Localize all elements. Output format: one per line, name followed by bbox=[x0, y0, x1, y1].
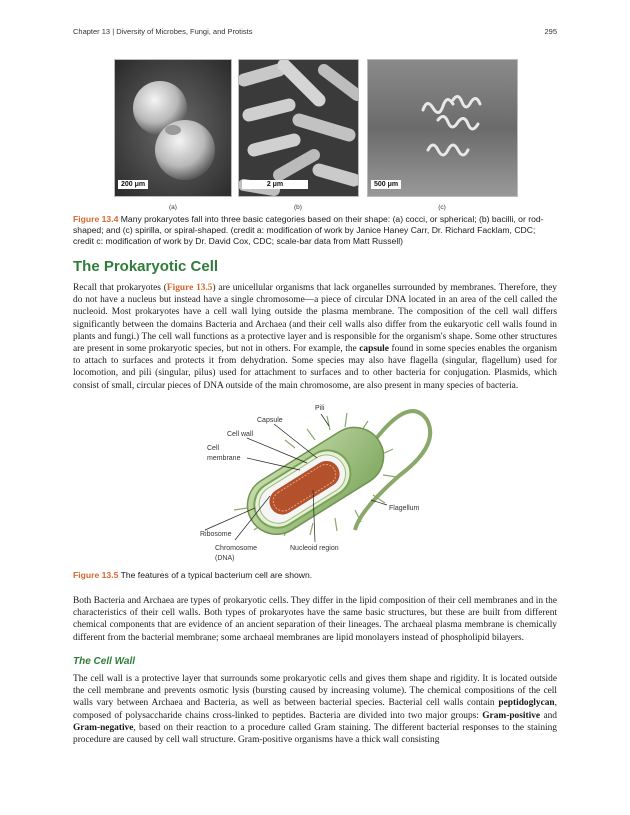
term-peptidoglycan: peptidoglycan bbox=[498, 698, 555, 709]
cell-body bbox=[237, 417, 395, 546]
text-run: , based on their reaction to a procedure called Gram staining. The different bacterial responses to the staining procedure are caused by cell wall structure. Gram-positive organisms have a thick wall consisting bbox=[73, 722, 557, 746]
label-pili: Pili bbox=[315, 405, 325, 412]
page-header bbox=[73, 27, 557, 39]
section-title: The Prokaryotic Cell bbox=[73, 258, 219, 275]
panel-label-c: (c) bbox=[438, 204, 446, 211]
panel-label-a: (a) bbox=[169, 204, 177, 211]
chapter-title: Chapter 13 | Diversity of Microbes, Fungi, and Protists bbox=[73, 27, 253, 36]
label-flagellum: Flagellum bbox=[389, 505, 420, 512]
label-cell-membrane-2: membrane bbox=[207, 455, 241, 462]
figure-reference-link[interactable]: Figure 13.5 bbox=[166, 283, 213, 293]
text-run: Recall that prokaryotes ( bbox=[73, 283, 167, 293]
label-cell-membrane-1: Cell bbox=[207, 445, 220, 452]
micrograph-bacilli bbox=[238, 59, 359, 197]
paragraph-bacteria-archaea: Both Bacteria and Archaea are types of prokaryotic cells. They differ in the lipid composition of their cell membranes and in the characteristics of their cell walls. Both types of prokaryotes have the same basic structures, but these are built from different chemical components that are evidence of an ancient separation of their lineages. The archaeal plasma membrane is chemically different from the bacterial membrane; some archaeal membranes are lipid monolayers instead of phospholipid bilayers. bbox=[73, 596, 557, 643]
text-run: , composed of polysaccharide chains cross-linked to peptides. Bacteria are divided into two major groups: bbox=[73, 698, 557, 721]
caption-text: Many prokaryotes fall into three basic categories based on their shape: (a) cocci, or spherical; (b) bacilli, or rod-shaped; and (c) spirilla, or spiral-shaped. (credit a: modification of work by Janice Haney Carr, Dr. Richard Facklam, CDC; credit c: modification of work by Dr. David Cox, CDC; scale-bar data from Matt Russell) bbox=[73, 214, 544, 246]
text-run: ) are unicellular organisms that lack organelles surrounded by membranes. Therefore, they do not have a nucleus but instead have a single chromosome—a piece of circular DNA located in an area of the cell called the nucleoid. Most prokaryotes have a cell wall lying outside the plasma membrane. The composition of the cell wall differs significantly between the domains Bacteria and Archaea (and their cell walls also differ from the eukaryotic cell walls found in plants and fungi.) The cell wall functions as a protective layer and is responsible for the organism's shape. Some other structures are present in some prokaryotic species, but not in others. For example, the bbox=[73, 283, 557, 355]
term-capsule: capsule bbox=[359, 344, 389, 355]
scale-bar-a: 200 μm bbox=[118, 180, 148, 189]
paragraph-prokaryotic-cell bbox=[73, 282, 557, 392]
text-run: The cell wall is a protective layer that surrounds some prokaryotic cells and gives them shape and rigidity. It is located outside the cell membrane and prevents osmotic lysis (bursting caused by increasing volume). The chemical compositions of the cell walls vary between Archaea and Bacteria, as well as between bacterial species. Bacterial cell walls contain bbox=[73, 674, 557, 709]
term-gram-positive: Gram-positive bbox=[482, 710, 541, 721]
micrograph-spirilla bbox=[367, 59, 518, 197]
figure-13-4-caption bbox=[73, 214, 557, 247]
label-capsule: Capsule bbox=[257, 417, 283, 424]
label-ribosome: Ribosome bbox=[200, 531, 232, 538]
figure-number: Figure 13.5 bbox=[73, 570, 119, 580]
figure-13-5-caption bbox=[73, 570, 557, 581]
micrograph-cocci bbox=[114, 59, 232, 197]
figure-number: Figure 13.4 bbox=[73, 214, 119, 224]
bacterium-diagram bbox=[195, 400, 445, 568]
label-nucleoid: Nucleoid region bbox=[290, 545, 339, 552]
panel-label-b: (b) bbox=[294, 204, 302, 211]
label-cell-wall: Cell wall bbox=[227, 431, 254, 438]
page-number: 295 bbox=[544, 27, 557, 36]
label-chromosome-2: (DNA) bbox=[215, 555, 235, 562]
scale-bar-b: 2 μm bbox=[242, 180, 308, 189]
paragraph-cell-wall bbox=[73, 673, 557, 746]
text-run: and bbox=[540, 710, 557, 721]
scale-bar-c: 500 μm bbox=[371, 180, 401, 189]
caption-text: The features of a typical bacterium cell are shown. bbox=[118, 570, 313, 580]
subsection-title: The Cell Wall bbox=[73, 656, 136, 667]
text-run: found in some species enables the organism to attach to surfaces and protects it from dehydration. Some species may also have flagella (singular, flagellum) used for locomotion, and pili (singular, pilus) used for attachment to surfaces and to other bacteria for conjugation. Plasmids, which consist of small, circular pieces of DNA outside of the main chromosome, are also present in many species of bacteria. bbox=[73, 344, 557, 391]
term-gram-negative: Gram-negative bbox=[73, 722, 134, 733]
label-chromosome-1: Chromosome bbox=[215, 545, 258, 552]
